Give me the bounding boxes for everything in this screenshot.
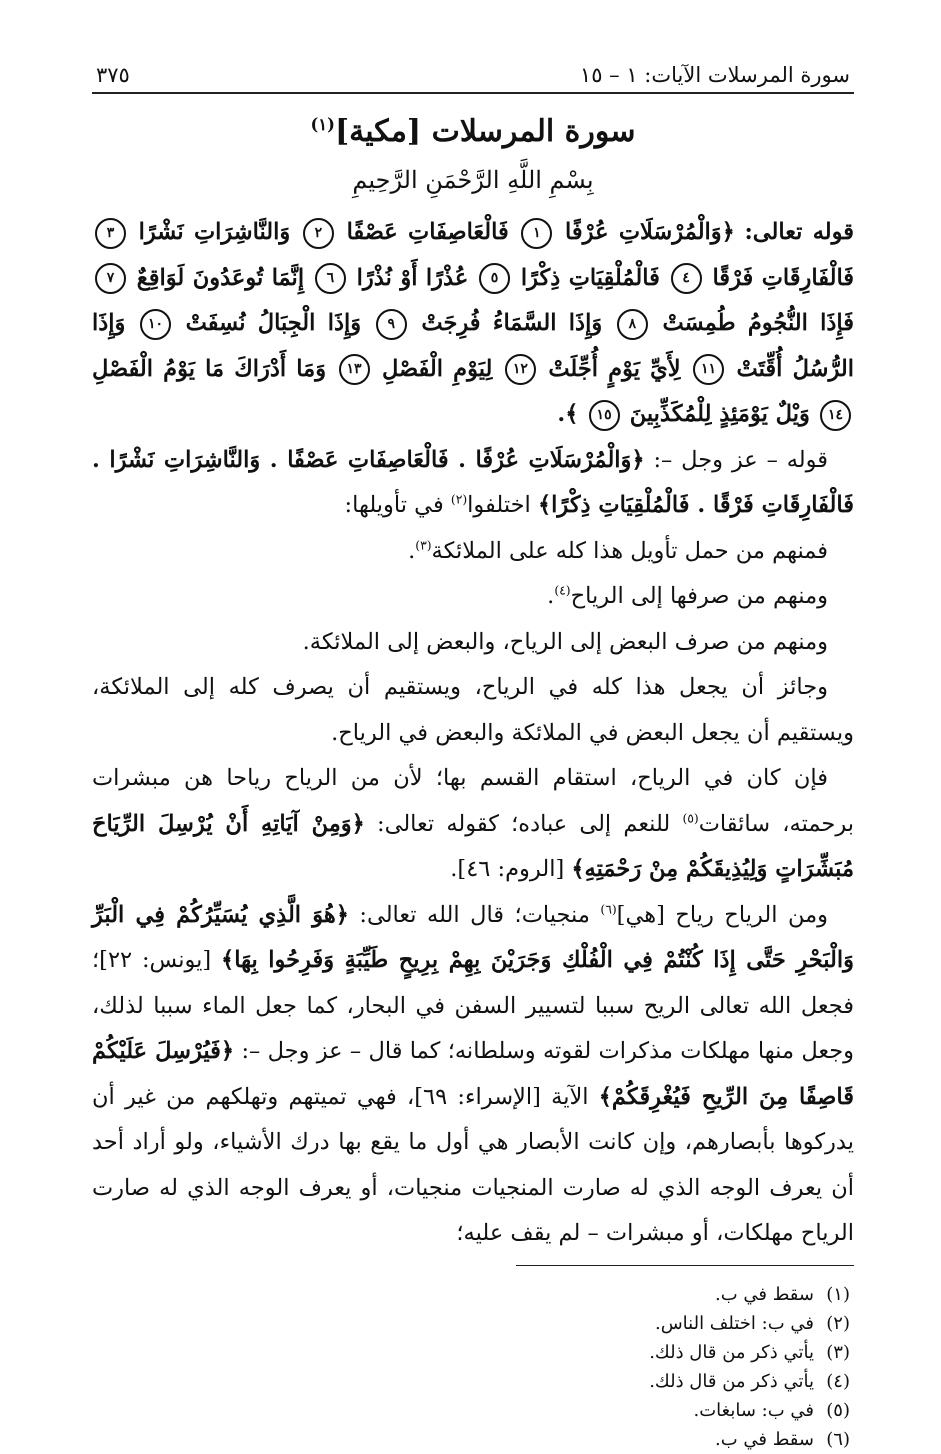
verse-text: فَالْعَاصِفَاتِ عَصْفًا — [346, 219, 509, 245]
ayah-number-marker: ١٥ — [589, 400, 620, 431]
paragraph-text: فإن كان في الرياح، استقام القسم بها؛ لأن من الرياح رياحا هن مبشرات برحمته، سائقات — [92, 765, 854, 837]
verse-text: وَمَا أَدْرَاكَ مَا يَوْمُ الْفَصْلِ — [92, 355, 327, 382]
paragraph-text: ومنهم من صرفها إلى الرياح — [570, 583, 828, 609]
page — [92, 58, 855, 1450]
paragraph-text: ومنهم من صرف البعض إلى الرياح، والبعض إلى الملائكة. — [302, 628, 828, 655]
verse-text: فَالْمُلْقِيَاتِ ذِكْرًا — [520, 264, 660, 291]
footnote-ref[interactable]: (١) — [310, 115, 335, 134]
footnote-item — [92, 1396, 850, 1425]
verse-text: لِأَيِّ يَوْمٍ أُجِّلَتْ — [548, 355, 681, 382]
verse-text: إِنَّمَا تُوعَدُونَ لَوَاقِعٌ — [136, 264, 305, 291]
page-header — [92, 58, 854, 94]
footnote-ref[interactable]: (٤) — [554, 583, 571, 598]
ayah-number-marker: ٨ — [617, 309, 648, 340]
paragraph-text: في تأويلها: — [344, 492, 451, 518]
footnote-number: (٢) — [826, 1312, 850, 1334]
ayah-number-marker: ١٠ — [140, 309, 171, 340]
footnote-ref[interactable]: (٥) — [682, 811, 699, 825]
footnote-item — [92, 1425, 850, 1454]
paragraph-text: [الروم: ٤٦]. — [450, 856, 572, 882]
verse-text: وَإِذَا الْجِبَالُ نُسِفَتْ — [185, 310, 362, 336]
footnote-text: يأتي ذكر من قال ذلك. — [649, 1341, 814, 1363]
ayah-number-marker: ٧ — [95, 263, 126, 294]
quran-quote: ﴿وَالْمُرْسَلَاتِ عُرْفًا . فَالْعَاصِفَاتِ عَصْفًا . وَالنَّاشِرَاتِ نَشْرًا . فَالْفَارِقَاتِ فَرْقًا . فَالْمُلْقِيَاتِ ذِكْرًا﴾ — [92, 446, 854, 518]
verse-text: وَالْمُرْسَلَاتِ عُرْفًا — [565, 219, 722, 245]
verse-text: وَإِذَا السَّمَاءُ فُرِجَتْ — [421, 310, 603, 336]
page-number: ٣٧٥ — [96, 63, 130, 87]
paragraph — [92, 620, 854, 666]
footnote-text: في ب: سابغات. — [693, 1399, 814, 1421]
paragraph-text: منجيات؛ قال الله تعالى: — [348, 901, 601, 928]
footnote-item — [92, 1280, 850, 1309]
footnote-number: (٥) — [826, 1399, 850, 1421]
ayah-number-marker: ٣ — [95, 218, 126, 249]
paragraph — [92, 665, 854, 756]
ayah-number-marker: ١٢ — [505, 354, 536, 385]
quran-quote: ﴿فَيُرْسِلَ عَلَيْكُمْ قَاصِفًا مِنَ الرِّيحِ فَيُغْرِقَكُمْ﴾ — [92, 1038, 855, 1110]
footnote-item — [92, 1309, 850, 1338]
paragraph-text: . — [547, 583, 555, 609]
footnote-ref[interactable]: (٣) — [415, 538, 432, 552]
footnote-text: سقط في ب. — [715, 1428, 814, 1450]
footnote-ref[interactable]: (٦) — [600, 902, 617, 916]
verse-text: فَإِذَا النُّجُومُ طُمِسَتْ — [662, 310, 855, 336]
footnotes-list — [92, 1280, 854, 1454]
footnote-ref[interactable]: (٢) — [450, 492, 468, 507]
paragraph — [92, 893, 854, 1257]
body-text — [92, 210, 854, 1257]
footnote-text: في ب: اختلف الناس. — [654, 1312, 814, 1334]
footnote-number: (٦) — [826, 1428, 850, 1450]
paragraph-text: الآية [الإسراء: ٦٩]، فهي تميتهم وتهلكهم من غير أن يدركوها بأبصارهم، وإن كانت الأبصار هي أول ما يقع بها درك الأشياء، ولو أراد أحد أن يعرف الوجه الذي له صارت المنجيات منجيات، أو يعرف الوجه الذي له صارت الرياح مهلكات، أو مبشرات – لم يقف عليه؛ — [92, 1083, 854, 1246]
surah-title-text: سورة المرسلات [مكية] — [334, 114, 636, 149]
footnote-item — [92, 1367, 850, 1396]
paragraph-text: فمنهم من حمل تأويل هذا كله على الملائكة — [431, 537, 828, 564]
footnote-number: (٣) — [826, 1341, 850, 1363]
paragraph-text: ومن الرياح رياح [هي] — [616, 901, 828, 928]
footnote-item — [92, 1338, 850, 1367]
quran-quote: ﴿وَمِنْ آيَاتِهِ أَنْ يُرْسِلَ الرِّيَاحَ مُبَشِّرَاتٍ وَلِيُذِيقَكُمْ مِنْ رَحْمَتِهِ﴾ — [92, 810, 854, 882]
footnote-text: سقط في ب. — [715, 1283, 814, 1305]
ayah-number-marker: ١ — [521, 218, 552, 249]
surah-title — [92, 110, 854, 154]
verse-list — [92, 219, 854, 427]
verse-text: وَيْلٌ يَوْمَئِذٍ لِلْمُكَذِّبِينَ — [629, 401, 810, 427]
verse-text: لِيَوْمِ الْفَصْلِ — [382, 355, 493, 382]
verses-label: قوله تعالى: — [744, 219, 855, 245]
paragraph-text: . — [408, 537, 416, 564]
ayah-number-marker: ٢ — [303, 218, 334, 249]
footnote-number: (١) — [826, 1283, 850, 1305]
verse-text: وَإِذَا الرُّسُلُ أُقِّتَتْ — [92, 310, 854, 382]
paragraph — [92, 756, 854, 893]
ayah-number-marker: ٤ — [671, 263, 702, 294]
paragraph-text: وجائز أن يجعل هذا كله في الرياح، ويستقيم أن يصرف كله إلى الملائكة، ويستقيم أن يجعل البعض في الملائكة والبعض في الرياح. — [92, 674, 854, 746]
verses-block — [92, 210, 854, 438]
paragraph — [92, 574, 854, 620]
paragraph — [92, 438, 854, 529]
footnote-text: يأتي ذكر من قال ذلك. — [649, 1370, 814, 1392]
paragraph-text: اختلفوا — [467, 492, 538, 518]
ayah-number-marker: ٦ — [315, 263, 346, 294]
ayah-number-marker: ١١ — [693, 354, 724, 385]
verses-close-bracket: ﴾. — [557, 401, 579, 427]
ayah-number-marker: ١٣ — [339, 354, 370, 385]
verses-open-bracket: ﴿ — [721, 219, 735, 245]
quran-quote: ﴿هُوَ الَّذِي يُسَيِّرُكُمْ فِي الْبَرِّ وَالْبَحْرِ حَتَّى إِذَا كُنْتُمْ فِي الْفُلْكِ وَجَرَيْنَ بِهِمْ بِرِيحٍ طَيِّبَةٍ وَفَرِحُوا بِهَا﴾ — [92, 901, 854, 973]
paragraph-text: [يونس: ٢٢]؛ فجعل الله تعالى الريح سببا لتسيير السفن في البحار، كما جعل الماء سببا لذلك، وجعل منها مهلكات مذكرات لقوته وسلطانه؛ كما قال – عز وجل –: — [92, 947, 855, 1064]
paragraph-text: قوله – عز وجل –: — [644, 446, 828, 473]
verse-text: عُذْرًا أَوْ نُذْرًا — [356, 264, 469, 291]
basmala: بِسْمِ اللَّهِ الرَّحْمَنِ الرَّحِيمِ — [352, 166, 594, 194]
ayah-number-marker: ١٤ — [820, 400, 851, 431]
footnote-divider — [516, 1265, 854, 1266]
paragraph-text: للنعم إلى عباده؛ كقوله تعالى: — [364, 810, 683, 837]
ayah-number-marker: ٩ — [376, 309, 407, 340]
paragraph — [92, 529, 854, 575]
footnote-number: (٤) — [826, 1370, 850, 1392]
verse-text: وَالنَّاشِرَاتِ نَشْرًا — [138, 219, 291, 245]
running-title: سورة المرسلات الآيات: ١ – ١٥ — [579, 63, 850, 87]
ayah-number-marker: ٥ — [479, 263, 510, 294]
verse-text: فَالْفَارِقَاتِ فَرْقًا — [712, 264, 855, 291]
